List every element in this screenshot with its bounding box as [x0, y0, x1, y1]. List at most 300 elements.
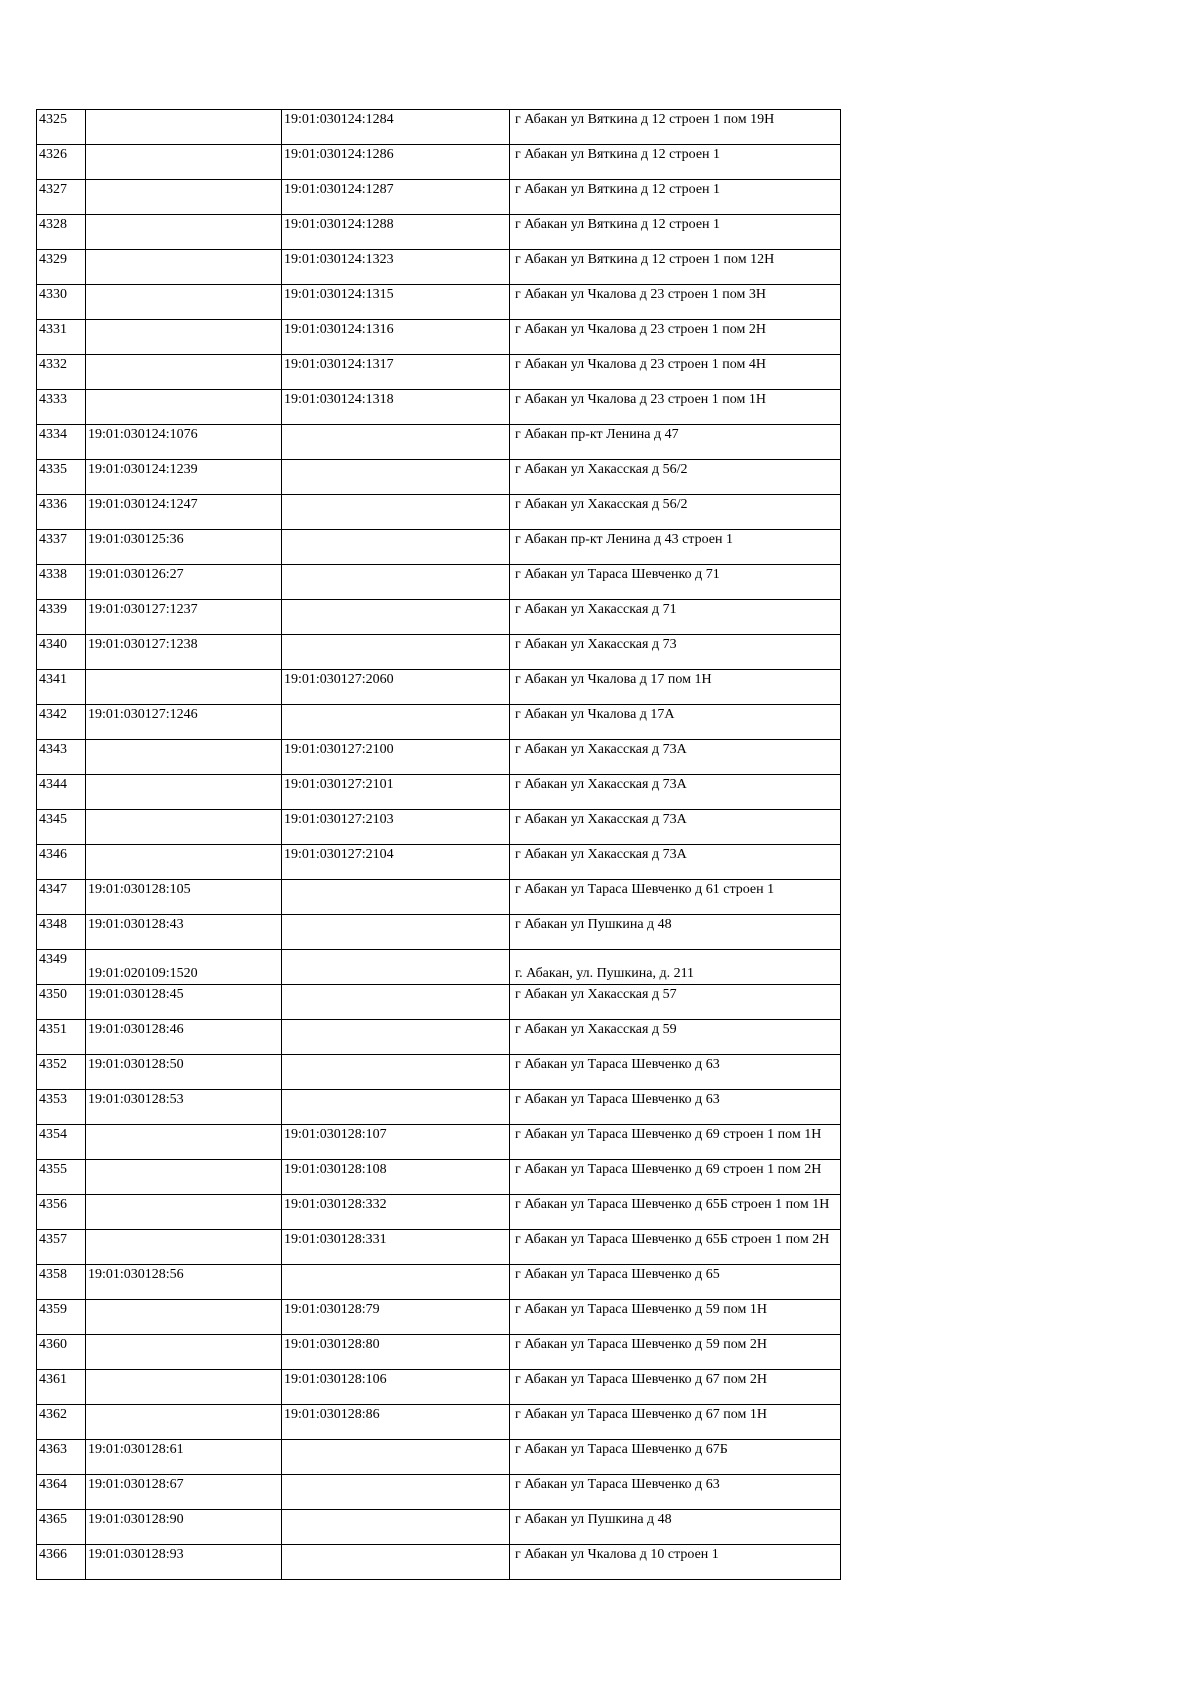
property-registry-table	[36, 109, 841, 1580]
address: г Абакан ул Хакасская д 56/2	[515, 462, 688, 477]
address: г Абакан ул Чкалова д 10 строен 1	[515, 1547, 719, 1562]
premises-cadastral-number-cell	[282, 1405, 510, 1440]
premises-cadastral-number	[284, 565, 507, 567]
address-cell	[510, 250, 841, 285]
row-number: 4352	[39, 1057, 67, 1072]
row-number: 4341	[39, 672, 67, 687]
row-number: 4348	[39, 917, 67, 932]
address: г Абакан ул Вяткина д 12 строен 1	[515, 182, 721, 197]
cadastral-number: 19:01:030128:90	[88, 1512, 184, 1527]
address: г Абакан ул Чкалова д 17 пом 1Н	[515, 672, 712, 687]
cadastral-number-cell	[86, 705, 282, 740]
cadastral-number-cell	[86, 950, 282, 985]
cadastral-number-cell	[86, 320, 282, 355]
table-row	[37, 880, 841, 915]
premises-cadastral-number: 19:01:030124:1317	[284, 357, 394, 372]
address-cell	[510, 355, 841, 390]
cadastral-number-cell	[86, 1405, 282, 1440]
cadastral-number-cell	[86, 495, 282, 530]
premises-cadastral-number: 19:01:030124:1316	[284, 322, 394, 337]
address-cell	[510, 1020, 841, 1055]
address: г Абакан пр-кт Ленина д 47	[515, 427, 679, 442]
address: г. Абакан, ул. Пушкина, д. 211	[515, 966, 695, 981]
address: г Абакан ул Чкалова д 23 строен 1 пом 2Н	[515, 322, 766, 337]
table-row	[37, 565, 841, 600]
cadastral-number-cell	[86, 1055, 282, 1090]
premises-cadastral-number	[284, 635, 507, 637]
premises-cadastral-number: 19:01:030127:2101	[284, 777, 394, 792]
cadastral-number: 19:01:030124:1239	[88, 462, 198, 477]
table-row	[37, 355, 841, 390]
table-row	[37, 1510, 841, 1545]
table-row	[37, 740, 841, 775]
row-number-cell	[37, 775, 86, 810]
table-row	[37, 180, 841, 215]
table-row	[37, 635, 841, 670]
row-number: 4354	[39, 1127, 67, 1142]
row-number: 4340	[39, 637, 67, 652]
address-cell	[510, 950, 841, 985]
cadastral-number-cell	[86, 285, 282, 320]
premises-cadastral-number	[284, 530, 507, 532]
premises-cadastral-number-cell	[282, 1440, 510, 1475]
row-number-cell	[37, 355, 86, 390]
row-number: 4361	[39, 1372, 67, 1387]
table-row	[37, 705, 841, 740]
address-cell	[510, 1440, 841, 1475]
cadastral-number	[88, 775, 279, 777]
premises-cadastral-number-cell	[282, 1545, 510, 1580]
premises-cadastral-number: 19:01:030124:1315	[284, 287, 394, 302]
premises-cadastral-number-cell	[282, 1020, 510, 1055]
premises-cadastral-number: 19:01:030128:331	[284, 1232, 387, 1247]
address: г Абакан ул Хакасская д 73А	[515, 847, 687, 862]
row-number-cell	[37, 740, 86, 775]
premises-cadastral-number	[284, 1265, 507, 1267]
address-cell	[510, 845, 841, 880]
address-cell	[510, 775, 841, 810]
cadastral-number: 19:01:030126:27	[88, 567, 184, 582]
address: г Абакан ул Тараса Шевченко д 63	[515, 1092, 720, 1107]
premises-cadastral-number-cell	[282, 810, 510, 845]
premises-cadastral-number: 19:01:030124:1323	[284, 252, 394, 267]
premises-cadastral-number-cell	[282, 530, 510, 565]
row-number: 4343	[39, 742, 67, 757]
address: г Абакан ул Хакасская д 73А	[515, 742, 687, 757]
table-row	[37, 1545, 841, 1580]
cadastral-number: 19:01:030128:93	[88, 1547, 184, 1562]
table-row	[37, 495, 841, 530]
address-cell	[510, 1510, 841, 1545]
premises-cadastral-number	[284, 705, 507, 707]
cadastral-number-cell	[86, 1475, 282, 1510]
address-cell	[510, 1475, 841, 1510]
premises-cadastral-number-cell	[282, 1510, 510, 1545]
address: г Абакан ул Чкалова д 23 строен 1 пом 3Н	[515, 287, 766, 302]
cadastral-number-cell	[86, 985, 282, 1020]
row-number-cell	[37, 1440, 86, 1475]
row-number: 4346	[39, 847, 67, 862]
row-number-cell	[37, 110, 86, 145]
address: г Абакан ул Хакасская д 71	[515, 602, 677, 617]
row-number-cell	[37, 1335, 86, 1370]
row-number: 4325	[39, 112, 67, 127]
premises-cadastral-number-cell	[282, 495, 510, 530]
premises-cadastral-number: 19:01:030128:79	[284, 1302, 380, 1317]
cadastral-number	[88, 1125, 279, 1127]
cadastral-number-cell	[86, 635, 282, 670]
address-cell	[510, 705, 841, 740]
address: г Абакан ул Вяткина д 12 строен 1 пом 12Н	[515, 252, 775, 267]
premises-cadastral-number-cell	[282, 355, 510, 390]
row-number: 4335	[39, 462, 67, 477]
address-cell	[510, 985, 841, 1020]
row-number: 4364	[39, 1477, 67, 1492]
address-cell	[510, 1300, 841, 1335]
cadastral-number	[88, 740, 279, 742]
address-cell	[510, 1195, 841, 1230]
premises-cadastral-number-cell	[282, 1475, 510, 1510]
address: г Абакан ул Тараса Шевченко д 67 пом 1Н	[515, 1407, 767, 1422]
row-number-cell	[37, 390, 86, 425]
table-row	[37, 600, 841, 635]
premises-cadastral-number	[284, 600, 507, 602]
cadastral-number-cell	[86, 1090, 282, 1125]
premises-cadastral-number-cell	[282, 1335, 510, 1370]
address-cell	[510, 1090, 841, 1125]
row-number: 4330	[39, 287, 67, 302]
table-row	[37, 670, 841, 705]
address: г Абакан пр-кт Ленина д 43 строен 1	[515, 532, 733, 547]
cadastral-number-cell	[86, 670, 282, 705]
table-row	[37, 250, 841, 285]
table-row	[37, 460, 841, 495]
premises-cadastral-number	[284, 1510, 507, 1512]
row-number-cell	[37, 600, 86, 635]
row-number-cell	[37, 530, 86, 565]
row-number-cell	[37, 1265, 86, 1300]
table-row	[37, 1020, 841, 1055]
premises-cadastral-number-cell	[282, 390, 510, 425]
cadastral-number: 19:01:030124:1247	[88, 497, 198, 512]
cadastral-number-cell	[86, 1195, 282, 1230]
row-number-cell	[37, 950, 86, 985]
premises-cadastral-number-cell	[282, 1300, 510, 1335]
cadastral-number	[88, 1160, 279, 1162]
cadastral-number	[88, 670, 279, 672]
premises-cadastral-number-cell	[282, 425, 510, 460]
address: г Абакан ул Тараса Шевченко д 69 строен 1 пом 2Н	[515, 1162, 822, 1177]
premises-cadastral-number: 19:01:030128:80	[284, 1337, 380, 1352]
registry-table-body	[37, 110, 841, 1580]
cadastral-number	[88, 320, 279, 322]
cadastral-number: 19:01:030125:36	[88, 532, 184, 547]
table-row	[37, 425, 841, 460]
row-number: 4365	[39, 1512, 67, 1527]
row-number: 4332	[39, 357, 67, 372]
row-number: 4356	[39, 1197, 67, 1212]
row-number: 4328	[39, 217, 67, 232]
row-number-cell	[37, 1090, 86, 1125]
address-cell	[510, 1545, 841, 1580]
cadastral-number-cell	[86, 110, 282, 145]
cadastral-number	[88, 1195, 279, 1197]
row-number: 4342	[39, 707, 67, 722]
row-number-cell	[37, 1055, 86, 1090]
premises-cadastral-number-cell	[282, 1230, 510, 1265]
premises-cadastral-number-cell	[282, 1160, 510, 1195]
premises-cadastral-number: 19:01:030127:2060	[284, 672, 394, 687]
cadastral-number: 19:01:030127:1246	[88, 707, 198, 722]
address: г Абакан ул Тараса Шевченко д 65	[515, 1267, 720, 1282]
address-cell	[510, 215, 841, 250]
row-number-cell	[37, 250, 86, 285]
address: г Абакан ул Пушкина д 48	[515, 1512, 672, 1527]
premises-cadastral-number: 19:01:030128:106	[284, 1372, 387, 1387]
premises-cadastral-number-cell	[282, 250, 510, 285]
row-number-cell	[37, 1405, 86, 1440]
premises-cadastral-number-cell	[282, 460, 510, 495]
cadastral-number: 19:01:030127:1238	[88, 637, 198, 652]
premises-cadastral-number-cell	[282, 180, 510, 215]
row-number: 4339	[39, 602, 67, 617]
cadastral-number	[88, 1370, 279, 1372]
row-number-cell	[37, 915, 86, 950]
address: г Абакан ул Тараса Шевченко д 59 пом 1Н	[515, 1302, 767, 1317]
premises-cadastral-number	[284, 950, 507, 952]
address-cell	[510, 1160, 841, 1195]
cadastral-number: 19:01:030124:1076	[88, 427, 198, 442]
cadastral-number-cell	[86, 460, 282, 495]
cadastral-number-cell	[86, 390, 282, 425]
cadastral-number-cell	[86, 250, 282, 285]
address-cell	[510, 740, 841, 775]
table-row	[37, 285, 841, 320]
cadastral-number-cell	[86, 1230, 282, 1265]
premises-cadastral-number: 19:01:030124:1287	[284, 182, 394, 197]
row-number: 4363	[39, 1442, 67, 1457]
address-cell	[510, 110, 841, 145]
address: г Абакан ул Хакасская д 73А	[515, 812, 687, 827]
row-number: 4326	[39, 147, 67, 162]
address-cell	[510, 1335, 841, 1370]
row-number-cell	[37, 1160, 86, 1195]
premises-cadastral-number	[284, 985, 507, 987]
premises-cadastral-number: 19:01:030124:1286	[284, 147, 394, 162]
address-cell	[510, 635, 841, 670]
premises-cadastral-number: 19:01:030127:2104	[284, 847, 394, 862]
table-row	[37, 1335, 841, 1370]
cadastral-number: 19:01:030128:50	[88, 1057, 184, 1072]
cadastral-number-cell	[86, 775, 282, 810]
row-number: 4360	[39, 1337, 67, 1352]
table-row	[37, 950, 841, 985]
table-row	[37, 1405, 841, 1440]
address-cell	[510, 460, 841, 495]
cadastral-number-cell	[86, 530, 282, 565]
address-cell	[510, 810, 841, 845]
table-row	[37, 1370, 841, 1405]
cadastral-number-cell	[86, 600, 282, 635]
row-number: 4333	[39, 392, 67, 407]
row-number: 4329	[39, 252, 67, 267]
table-row	[37, 810, 841, 845]
cadastral-number	[88, 355, 279, 357]
premises-cadastral-number: 19:01:030128:107	[284, 1127, 387, 1142]
table-row	[37, 775, 841, 810]
address-cell	[510, 285, 841, 320]
premises-cadastral-number-cell	[282, 740, 510, 775]
address: г Абакан ул Тараса Шевченко д 63	[515, 1477, 720, 1492]
premises-cadastral-number-cell	[282, 950, 510, 985]
row-number-cell	[37, 215, 86, 250]
premises-cadastral-number-cell	[282, 600, 510, 635]
premises-cadastral-number-cell	[282, 1055, 510, 1090]
address: г Абакан ул Вяткина д 12 строен 1	[515, 147, 721, 162]
address-cell	[510, 1230, 841, 1265]
premises-cadastral-number-cell	[282, 320, 510, 355]
address-cell	[510, 915, 841, 950]
row-number: 4359	[39, 1302, 67, 1317]
table-row	[37, 390, 841, 425]
cadastral-number-cell	[86, 1335, 282, 1370]
row-number-cell	[37, 565, 86, 600]
premises-cadastral-number	[284, 1020, 507, 1022]
cadastral-number-cell	[86, 810, 282, 845]
premises-cadastral-number	[284, 880, 507, 882]
premises-cadastral-number: 19:01:030124:1288	[284, 217, 394, 232]
table-row	[37, 1300, 841, 1335]
cadastral-number: 19:01:030128:56	[88, 1267, 184, 1282]
row-number: 4358	[39, 1267, 67, 1282]
premises-cadastral-number-cell	[282, 1125, 510, 1160]
cadastral-number	[88, 1230, 279, 1232]
row-number-cell	[37, 285, 86, 320]
premises-cadastral-number-cell	[282, 1090, 510, 1125]
row-number: 4350	[39, 987, 67, 1002]
cadastral-number-cell	[86, 915, 282, 950]
premises-cadastral-number: 19:01:030124:1284	[284, 112, 394, 127]
address-cell	[510, 180, 841, 215]
row-number-cell	[37, 1125, 86, 1160]
premises-cadastral-number	[284, 495, 507, 497]
premises-cadastral-number-cell	[282, 705, 510, 740]
cadastral-number-cell	[86, 355, 282, 390]
cadastral-number: 19:01:020109:1520	[88, 966, 198, 981]
table-row	[37, 1055, 841, 1090]
row-number-cell	[37, 1020, 86, 1055]
table-row	[37, 1440, 841, 1475]
cadastral-number: 19:01:030128:46	[88, 1022, 184, 1037]
row-number-cell	[37, 845, 86, 880]
premises-cadastral-number	[284, 425, 507, 427]
address: г Абакан ул Тараса Шевченко д 71	[515, 567, 720, 582]
cadastral-number: 19:01:030127:1237	[88, 602, 198, 617]
premises-cadastral-number	[284, 460, 507, 462]
address: г Абакан ул Чкалова д 17А	[515, 707, 675, 722]
premises-cadastral-number: 19:01:030124:1318	[284, 392, 394, 407]
row-number-cell	[37, 810, 86, 845]
cadastral-number	[88, 250, 279, 252]
premises-cadastral-number-cell	[282, 670, 510, 705]
premises-cadastral-number	[284, 1475, 507, 1477]
row-number-cell	[37, 635, 86, 670]
row-number: 4353	[39, 1092, 67, 1107]
address: г Абакан ул Хакасская д 73А	[515, 777, 687, 792]
address-cell	[510, 1405, 841, 1440]
cadastral-number-cell	[86, 1020, 282, 1055]
cadastral-number-cell	[86, 145, 282, 180]
premises-cadastral-number	[284, 1090, 507, 1092]
row-number-cell	[37, 670, 86, 705]
cadastral-number	[88, 285, 279, 287]
table-row	[37, 1475, 841, 1510]
row-number-cell	[37, 705, 86, 740]
cadastral-number-cell	[86, 1300, 282, 1335]
cadastral-number	[88, 390, 279, 392]
premises-cadastral-number: 19:01:030128:332	[284, 1197, 387, 1212]
cadastral-number: 19:01:030128:45	[88, 987, 184, 1002]
row-number-cell	[37, 1545, 86, 1580]
cadastral-number: 19:01:030128:43	[88, 917, 184, 932]
premises-cadastral-number: 19:01:030127:2100	[284, 742, 394, 757]
row-number: 4366	[39, 1547, 67, 1562]
row-number: 4345	[39, 812, 67, 827]
address: г Абакан ул Тараса Шевченко д 67Б	[515, 1442, 728, 1457]
premises-cadastral-number	[284, 1545, 507, 1547]
premises-cadastral-number	[284, 915, 507, 917]
address-cell	[510, 1265, 841, 1300]
address-cell	[510, 320, 841, 355]
address: г Абакан ул Тараса Шевченко д 59 пом 2Н	[515, 1337, 767, 1352]
row-number-cell	[37, 1300, 86, 1335]
cadastral-number: 19:01:030128:67	[88, 1477, 184, 1492]
row-number-cell	[37, 1510, 86, 1545]
address-cell	[510, 1370, 841, 1405]
cadastral-number-cell	[86, 425, 282, 460]
premises-cadastral-number-cell	[282, 1265, 510, 1300]
table-row	[37, 1160, 841, 1195]
address: г Абакан ул Хакасская д 59	[515, 1022, 677, 1037]
cadastral-number	[88, 810, 279, 812]
row-number-cell	[37, 880, 86, 915]
cadastral-number-cell	[86, 1125, 282, 1160]
address-cell	[510, 145, 841, 180]
table-row	[37, 915, 841, 950]
address-cell	[510, 495, 841, 530]
row-number: 4337	[39, 532, 67, 547]
row-number: 4349	[39, 952, 67, 967]
address-cell	[510, 880, 841, 915]
row-number: 4327	[39, 182, 67, 197]
cadastral-number	[88, 845, 279, 847]
premises-cadastral-number: 19:01:030128:86	[284, 1407, 380, 1422]
premises-cadastral-number-cell	[282, 775, 510, 810]
address-cell	[510, 1125, 841, 1160]
cadastral-number-cell	[86, 845, 282, 880]
table-row	[37, 1195, 841, 1230]
table-row	[37, 320, 841, 355]
row-number-cell	[37, 1195, 86, 1230]
address-cell	[510, 670, 841, 705]
row-number-cell	[37, 320, 86, 355]
cadastral-number-cell	[86, 1370, 282, 1405]
address-cell	[510, 1055, 841, 1090]
premises-cadastral-number-cell	[282, 880, 510, 915]
cadastral-number	[88, 180, 279, 182]
premises-cadastral-number: 19:01:030127:2103	[284, 812, 394, 827]
cadastral-number: 19:01:030128:105	[88, 882, 191, 897]
